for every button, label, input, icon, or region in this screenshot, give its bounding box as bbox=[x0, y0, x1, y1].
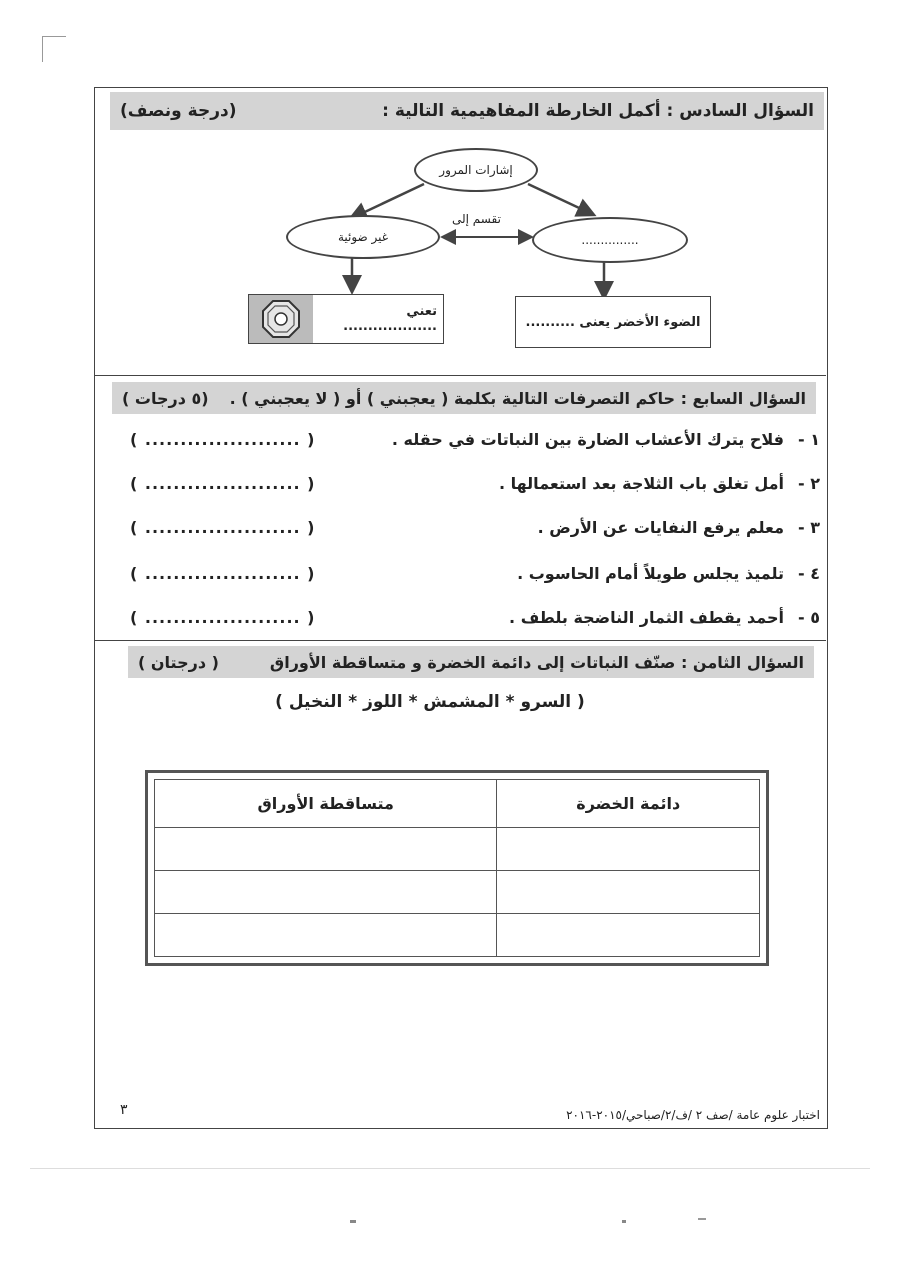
classification-table bbox=[154, 779, 760, 957]
q7-item bbox=[120, 512, 820, 548]
q7-answer-blank[interactable]: ( ...................... ) bbox=[130, 608, 316, 627]
q8-points: ( درجتان ) bbox=[138, 652, 219, 672]
divider-q6-q7 bbox=[94, 375, 826, 376]
q7-answer-blank[interactable]: ( ...................... ) bbox=[130, 430, 316, 449]
q7-answer-blank[interactable]: ( ...................... ) bbox=[130, 518, 316, 537]
q7-item bbox=[120, 602, 820, 638]
table-cell[interactable] bbox=[155, 871, 497, 914]
map-left-box-text: تعني ................... bbox=[343, 304, 437, 334]
q8-title: السؤال الثامن : صنّف النباتات إلى دائمة الخضرة و متساقطة الأوراق bbox=[269, 652, 804, 672]
q7-item bbox=[120, 424, 820, 460]
q7-item-text: أحمد يقطف الثمار الناضجة بلطف . bbox=[509, 608, 784, 627]
classification-table-frame bbox=[145, 770, 769, 966]
q7-item-text: أمل تغلق باب الثلاجة بعد استعمالها . bbox=[498, 474, 784, 493]
scan-dot bbox=[350, 1220, 356, 1223]
q7-answer-blank[interactable]: ( ...................... ) bbox=[130, 474, 316, 493]
q6-header bbox=[110, 92, 824, 130]
map-relation-label: تقسم إلى bbox=[452, 212, 501, 226]
page-number: ٣ bbox=[120, 1102, 128, 1118]
table-cell[interactable] bbox=[497, 828, 760, 871]
q7-item-num: ٢ - bbox=[798, 474, 820, 493]
map-right-box bbox=[515, 296, 711, 348]
table-header-deciduous: متساقطة الأوراق bbox=[155, 780, 497, 828]
map-right-node: ............... bbox=[532, 217, 688, 263]
divider-q7-q8 bbox=[94, 640, 826, 641]
table-header-evergreen: دائمة الخضرة bbox=[497, 780, 760, 828]
q7-item-num: ٥ - bbox=[798, 608, 820, 627]
map-root-node: إشارات المرور bbox=[414, 148, 538, 192]
q7-item-text: معلم يرفع النفايات عن الأرض . bbox=[537, 518, 784, 537]
arrow-root-left bbox=[352, 184, 424, 218]
stop-hand-icon bbox=[249, 295, 313, 343]
corner-mark bbox=[42, 36, 43, 62]
q7-item-num: ٤ - bbox=[798, 564, 820, 583]
q6-points: (درجة ونصف) bbox=[120, 101, 237, 121]
q8-plants-list: ( السرو * المشمش * اللوز * النخيل ) bbox=[275, 692, 585, 712]
table-cell[interactable] bbox=[155, 914, 497, 957]
q7-item bbox=[120, 468, 820, 504]
q7-item-text: تلميذ يجلس طويلاً أمام الحاسوب . bbox=[517, 564, 784, 583]
q7-item bbox=[120, 558, 820, 594]
corner-mark-h bbox=[42, 36, 66, 37]
q6-title: السؤال السادس : أكمل الخارطة المفاهيمية التالية : bbox=[382, 101, 814, 121]
table-cell[interactable] bbox=[155, 828, 497, 871]
scan-dot bbox=[698, 1218, 706, 1220]
map-right-box-text: الضوء الأخضر يعنى .......... bbox=[525, 314, 701, 330]
map-left-box bbox=[248, 294, 444, 344]
map-left-node: غير ضوئية bbox=[286, 215, 440, 259]
scan-dot bbox=[622, 1220, 626, 1223]
table-cell[interactable] bbox=[497, 914, 760, 957]
q8-header bbox=[128, 646, 814, 678]
q7-points: (٥ درجات ) bbox=[122, 388, 209, 408]
scan-edge-line bbox=[30, 1168, 870, 1169]
q7-item-text: فلاح يترك الأعشاب الضارة بين النباتات في حقله . bbox=[391, 430, 784, 449]
arrow-root-right bbox=[528, 184, 592, 214]
q7-title: السؤال السابع : حاكم التصرفات التالية بكلمة ( يعجبني ) أو ( لا يعجبني ) . bbox=[229, 388, 806, 408]
q7-item-num: ١ - bbox=[798, 430, 820, 449]
q7-item-num: ٣ - bbox=[798, 518, 820, 537]
q7-answer-blank[interactable]: ( ...................... ) bbox=[130, 564, 316, 583]
footer-text: اختبار علوم عامة /صف ٢ /ف/٢/صباحي/٢٠١٥-٢٠١٦ bbox=[566, 1108, 820, 1122]
q7-header bbox=[112, 382, 816, 414]
table-cell[interactable] bbox=[497, 871, 760, 914]
